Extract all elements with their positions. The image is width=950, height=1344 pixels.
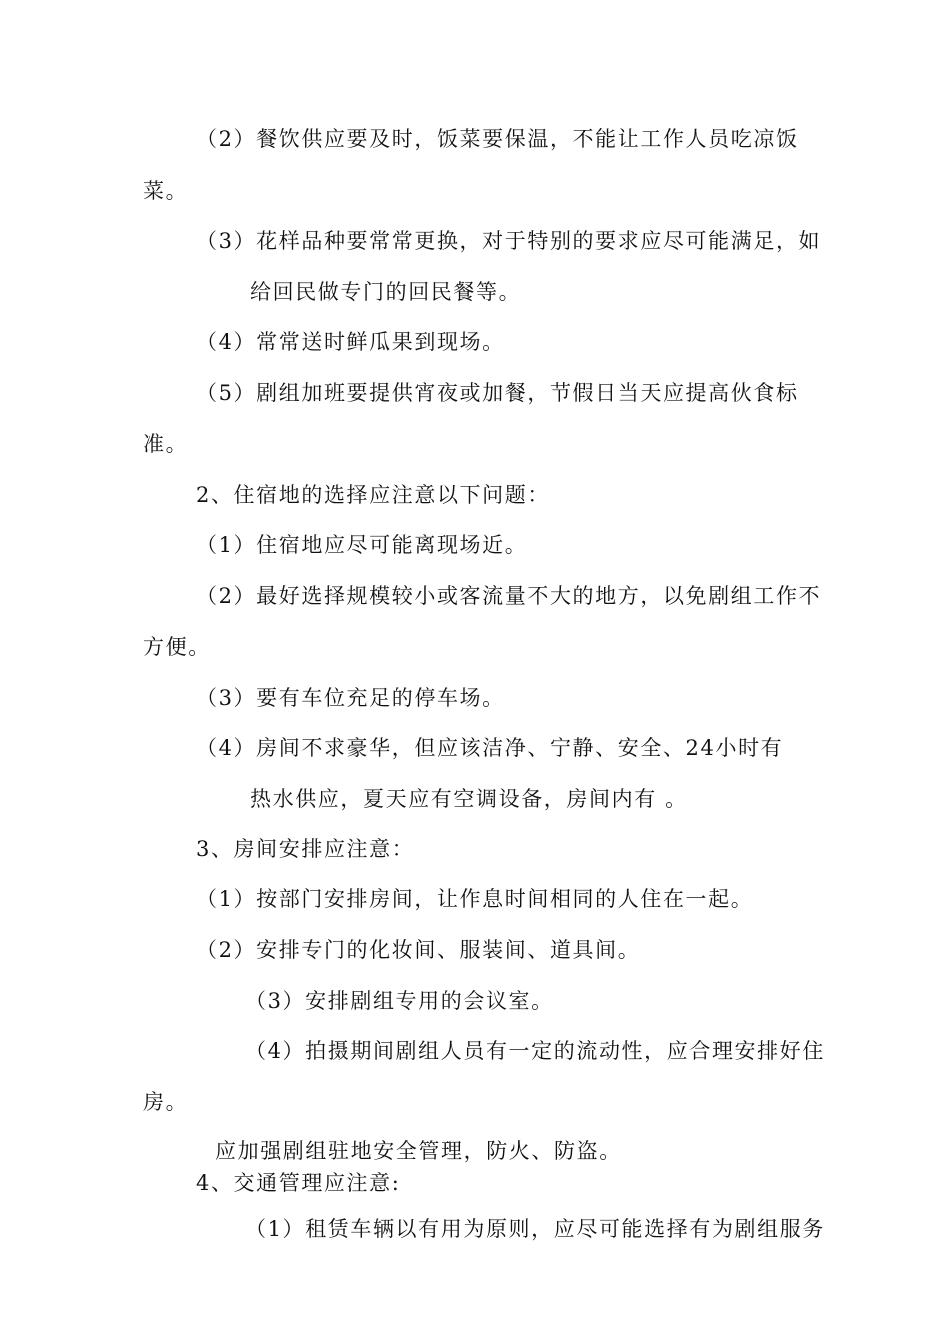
text-line: （2）最好选择规模较小或客流量不大的地方，以免剧组工作不 (196, 584, 822, 608)
text-line: （3）花样品种要常常更换，对于特别的要求应尽可能满足，如 (196, 229, 822, 253)
text-line: （1）住宿地应尽可能离现场近。 (196, 533, 528, 557)
text-line: （1）按部门安排房间，让作息时间相同的人住在一起。 (196, 887, 754, 911)
text-line: 4、交通管理应注意: (196, 1171, 401, 1195)
text-line: 热水供应，夏天应有空调设备，房间内有 。 (250, 787, 688, 811)
text-line: 3、房间安排应注意： (196, 837, 415, 861)
text-line: （4）房间不求豪华，但应该洁净、宁静、安全、24小时有 (196, 736, 784, 760)
text-line: （4）拍摄期间剧组人员有一定的流动性，应合理安排好住 (245, 1039, 825, 1063)
text-line: （3）安排剧组专用的会议室。 (245, 989, 554, 1013)
text-line: 准。 (143, 432, 189, 456)
text-line: 2、住宿地的选择应注意以下问题： (196, 483, 550, 507)
text-line: （5）剧组加班要提供宵夜或加餐，节假日当天应提高伙食标 (196, 381, 799, 405)
text-line: 给回民做专门的回民餐等。 (250, 280, 522, 304)
text-line: 方便。 (143, 635, 211, 659)
text-line: （2）安排专门的化妆间、服装间、道具间。 (196, 938, 641, 962)
text-line: （2）餐饮供应要及时，饭菜要保温，不能让工作人员吃凉饭 (196, 127, 799, 151)
text-line: 菜。 (143, 179, 189, 203)
text-line: 应加强剧组驻地安全管理，防火、防盗。 (215, 1139, 622, 1163)
text-line: （3）要有车位充足的停车场。 (196, 686, 505, 710)
text-line: 房。 (143, 1090, 189, 1114)
text-line: （1）租赁车辆以有用为原则，应尽可能选择有为剧组服务 (245, 1217, 825, 1241)
text-line: （4）常常送时鲜瓜果到现场。 (196, 330, 505, 354)
